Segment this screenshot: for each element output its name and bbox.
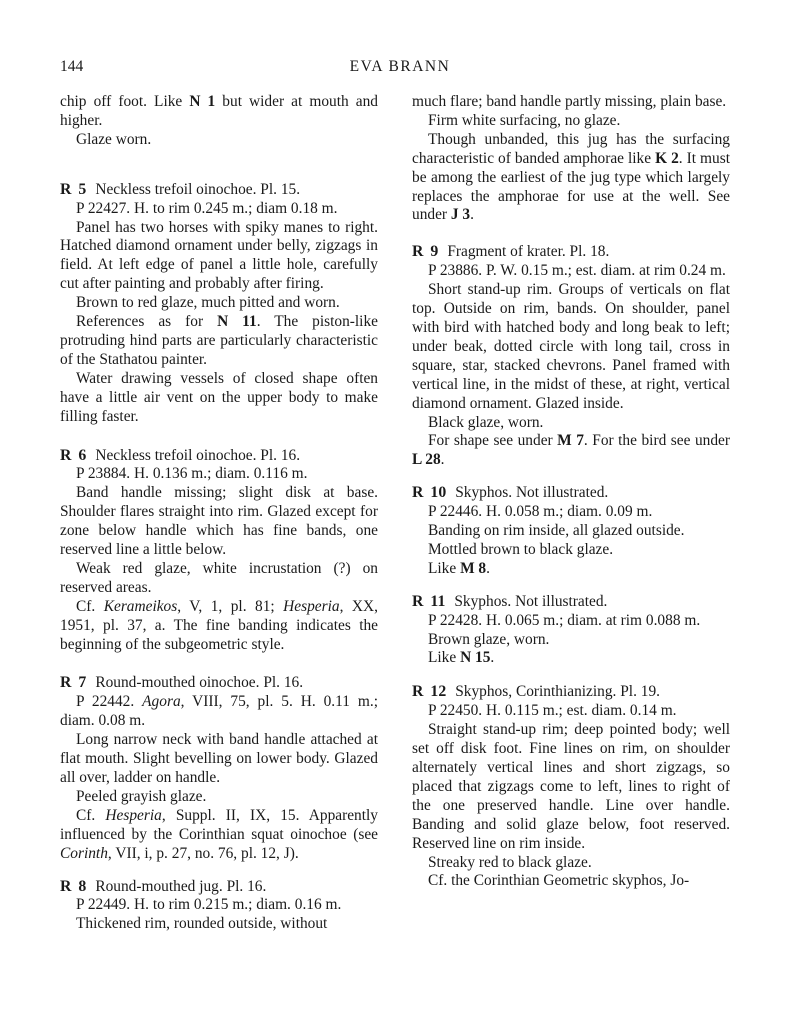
catalog-entry-r8-continued bbox=[412, 93, 730, 225]
references: For shape see under M 7. For the bird see under L 28. bbox=[412, 432, 730, 469]
entry-heading bbox=[60, 878, 378, 897]
references: Cf. the Corinthian Geometric skyphos, Jo- bbox=[428, 872, 690, 890]
catalog-entry-r12 bbox=[412, 683, 730, 891]
catalog-reference: K 2 bbox=[655, 149, 679, 167]
description: much flare; band handle partly missing, plain base. bbox=[412, 93, 727, 110]
inventory-line: P 23884. H. 0.136 m.; diam. 0.116 m. bbox=[76, 465, 308, 483]
entry-heading bbox=[60, 447, 378, 466]
entry-title: Skyphos, Corinthianizing. Pl. 19. bbox=[455, 683, 661, 701]
entry-title: Fragment of krater. Pl. 18. bbox=[447, 243, 610, 261]
inventory-line: P 23886. P. W. 0.15 m.; est. diam. at rim 0.24 m. bbox=[428, 262, 726, 280]
page-number: 144 bbox=[60, 58, 84, 75]
entry-heading bbox=[60, 181, 378, 200]
glaze-note: Peeled grayish glaze. bbox=[76, 787, 207, 805]
entry-code: R 7 bbox=[60, 674, 87, 692]
catalog-reference: N 11 bbox=[217, 313, 257, 331]
catalog-entry-r6 bbox=[60, 447, 378, 655]
entry-title: Skyphos. Not illustrated. bbox=[454, 592, 608, 610]
paragraph: chip off foot. Like N 1 but wider at mouth and higher. bbox=[60, 93, 378, 129]
page-header bbox=[60, 58, 740, 80]
entry-heading bbox=[412, 683, 730, 702]
references: Cf. Hesperia, Suppl. II, IX, 15. Apparently influenced by the Corinthian squat oinochoe (see Corinth, VII, i, p. 27, no. 76, pl. 12, J). bbox=[60, 806, 378, 862]
entry-title: Skyphos. Not illustrated. bbox=[455, 484, 609, 502]
catalog-entry-r11 bbox=[412, 593, 730, 669]
catalog-reference: N 1 bbox=[189, 93, 216, 110]
catalog-entry-r8 bbox=[60, 878, 378, 935]
inventory-line: P 22442. Agora, VIII, 75, pl. 5. H. 0.11 m.; diam. 0.08 m. bbox=[60, 693, 378, 730]
paragraph: Glaze worn. bbox=[76, 130, 152, 148]
catalog-reference: L 28 bbox=[412, 451, 441, 469]
catalog-reference: M 8 bbox=[460, 559, 487, 577]
entry-code: R 10 bbox=[412, 484, 447, 502]
entry-title: Round-mouthed oinochoe. Pl. 16. bbox=[95, 674, 304, 692]
glaze-note: Firm white surfacing, no glaze. bbox=[428, 111, 621, 129]
entry-code: R 5 bbox=[60, 180, 87, 198]
entry-title: Neckless trefoil oinochoe. Pl. 16. bbox=[95, 446, 301, 464]
right-column bbox=[412, 93, 730, 891]
running-head: EVA BRANN bbox=[349, 58, 451, 75]
comment: Water drawing vessels of closed shape often have a little air vent on the upper body to make filling faster. bbox=[60, 369, 378, 425]
entry-heading bbox=[412, 243, 730, 262]
entry-title: Neckless trefoil oinochoe. Pl. 15. bbox=[95, 180, 301, 198]
references: Cf. Kerameikos, V, 1, pl. 81; Hesperia, XX, 1951, pl. 37, a. The fine banding indicates the beginning of the subgeometric style. bbox=[60, 597, 378, 653]
catalog-reference: M 7 bbox=[557, 432, 584, 450]
left-column bbox=[60, 93, 378, 934]
entry-heading bbox=[412, 593, 730, 612]
inventory-line: P 22449. H. to rim 0.215 m.; diam. 0.16 m. bbox=[76, 896, 342, 914]
catalog-entry-r7 bbox=[60, 674, 378, 863]
description: Banding on rim inside, all glazed outside. bbox=[428, 522, 685, 540]
inventory-line: P 22427. H. to rim 0.245 m.; diam 0.18 m. bbox=[76, 199, 338, 217]
description: Long narrow neck with band handle attached at flat mouth. Slight bevelling on lower body. Glazed all over, ladder on handle. bbox=[60, 731, 378, 786]
glaze-note: Brown glaze, worn. bbox=[428, 630, 550, 648]
glaze-note: Black glaze, worn. bbox=[428, 413, 544, 431]
catalog-reference: N 15 bbox=[460, 649, 491, 667]
catalog-entry-r5 bbox=[60, 181, 378, 427]
description: Straight stand-up rim; deep pointed body; well set off disk foot. Fine lines on rim, on shoulder alternately vertical lines and short zigzags, so placed that zigzags come to left, lines to right of the one preserved handle. Line over handle. Banding and solid glaze below, foot reserved. Reserved line on rim inside. bbox=[412, 721, 730, 852]
description: Thickened rim, rounded outside, without bbox=[76, 915, 328, 933]
description: Band handle missing; slight disk at base. Shoulder flares straight into rim. Glazed except for zone below handle which has fine bands, one reserved line a little below. bbox=[60, 484, 378, 559]
comment: Though unbanded, this jug has the surfacing characteristic of banded amphorae like K 2. It must be among the earliest of the jug type which largely replaces the amphorae for use at the well. See under J 3. bbox=[412, 130, 730, 224]
entry-heading bbox=[412, 484, 730, 503]
entry-code: R 9 bbox=[412, 243, 439, 261]
catalog-reference: J 3 bbox=[450, 206, 471, 224]
inventory-line: P 22450. H. 0.115 m.; est. diam. 0.14 m. bbox=[428, 702, 677, 720]
catalog-entry-r10 bbox=[412, 484, 730, 579]
glaze-note: Mottled brown to black glaze. bbox=[428, 540, 614, 558]
inventory-line: P 22446. H. 0.058 m.; diam. 0.09 m. bbox=[428, 503, 653, 521]
inventory-line: P 22428. H. 0.065 m.; diam. at rim 0.088 m. bbox=[428, 611, 701, 629]
entry-code: R 8 bbox=[60, 877, 87, 895]
description: Short stand-up rim. Groups of verticals on flat top. Outside on rim, bands. On shoulder, panel with bird with hatched body and long beak to left; under beak, dotted circle with long tail, cross in square, star, stacked chevrons. Panel framed with vertical line, in the midst of these, at right, vertical diamond ornament. Glazed inside. bbox=[412, 281, 730, 412]
entry-heading bbox=[60, 674, 378, 693]
references: References as for N 11. The piston-like protruding hind parts are particularly characteristic of the Stathatou painter. bbox=[60, 313, 378, 368]
glaze-note: Streaky red to black glaze. bbox=[428, 853, 592, 871]
references: Like N 15. bbox=[428, 649, 495, 667]
entry-code: R 6 bbox=[60, 446, 87, 464]
glaze-note: Brown to red glaze, much pitted and worn. bbox=[76, 294, 340, 312]
entry-code: R 11 bbox=[412, 592, 446, 610]
description: Panel has two horses with spiky manes to right. Hatched diamond ornament under belly, zigzags in field. At left edge of panel a little hole, carefully cut after painting and probably after firing. bbox=[60, 218, 378, 293]
entry-code: R 12 bbox=[412, 683, 447, 701]
catalog-entry-r9 bbox=[412, 243, 730, 470]
entry-title: Round-mouthed jug. Pl. 16. bbox=[95, 877, 267, 895]
continued-entry bbox=[60, 93, 378, 150]
references: Like M 8. bbox=[428, 559, 490, 577]
glaze-note: Weak red glaze, white incrustation (?) on reserved areas. bbox=[60, 559, 378, 596]
